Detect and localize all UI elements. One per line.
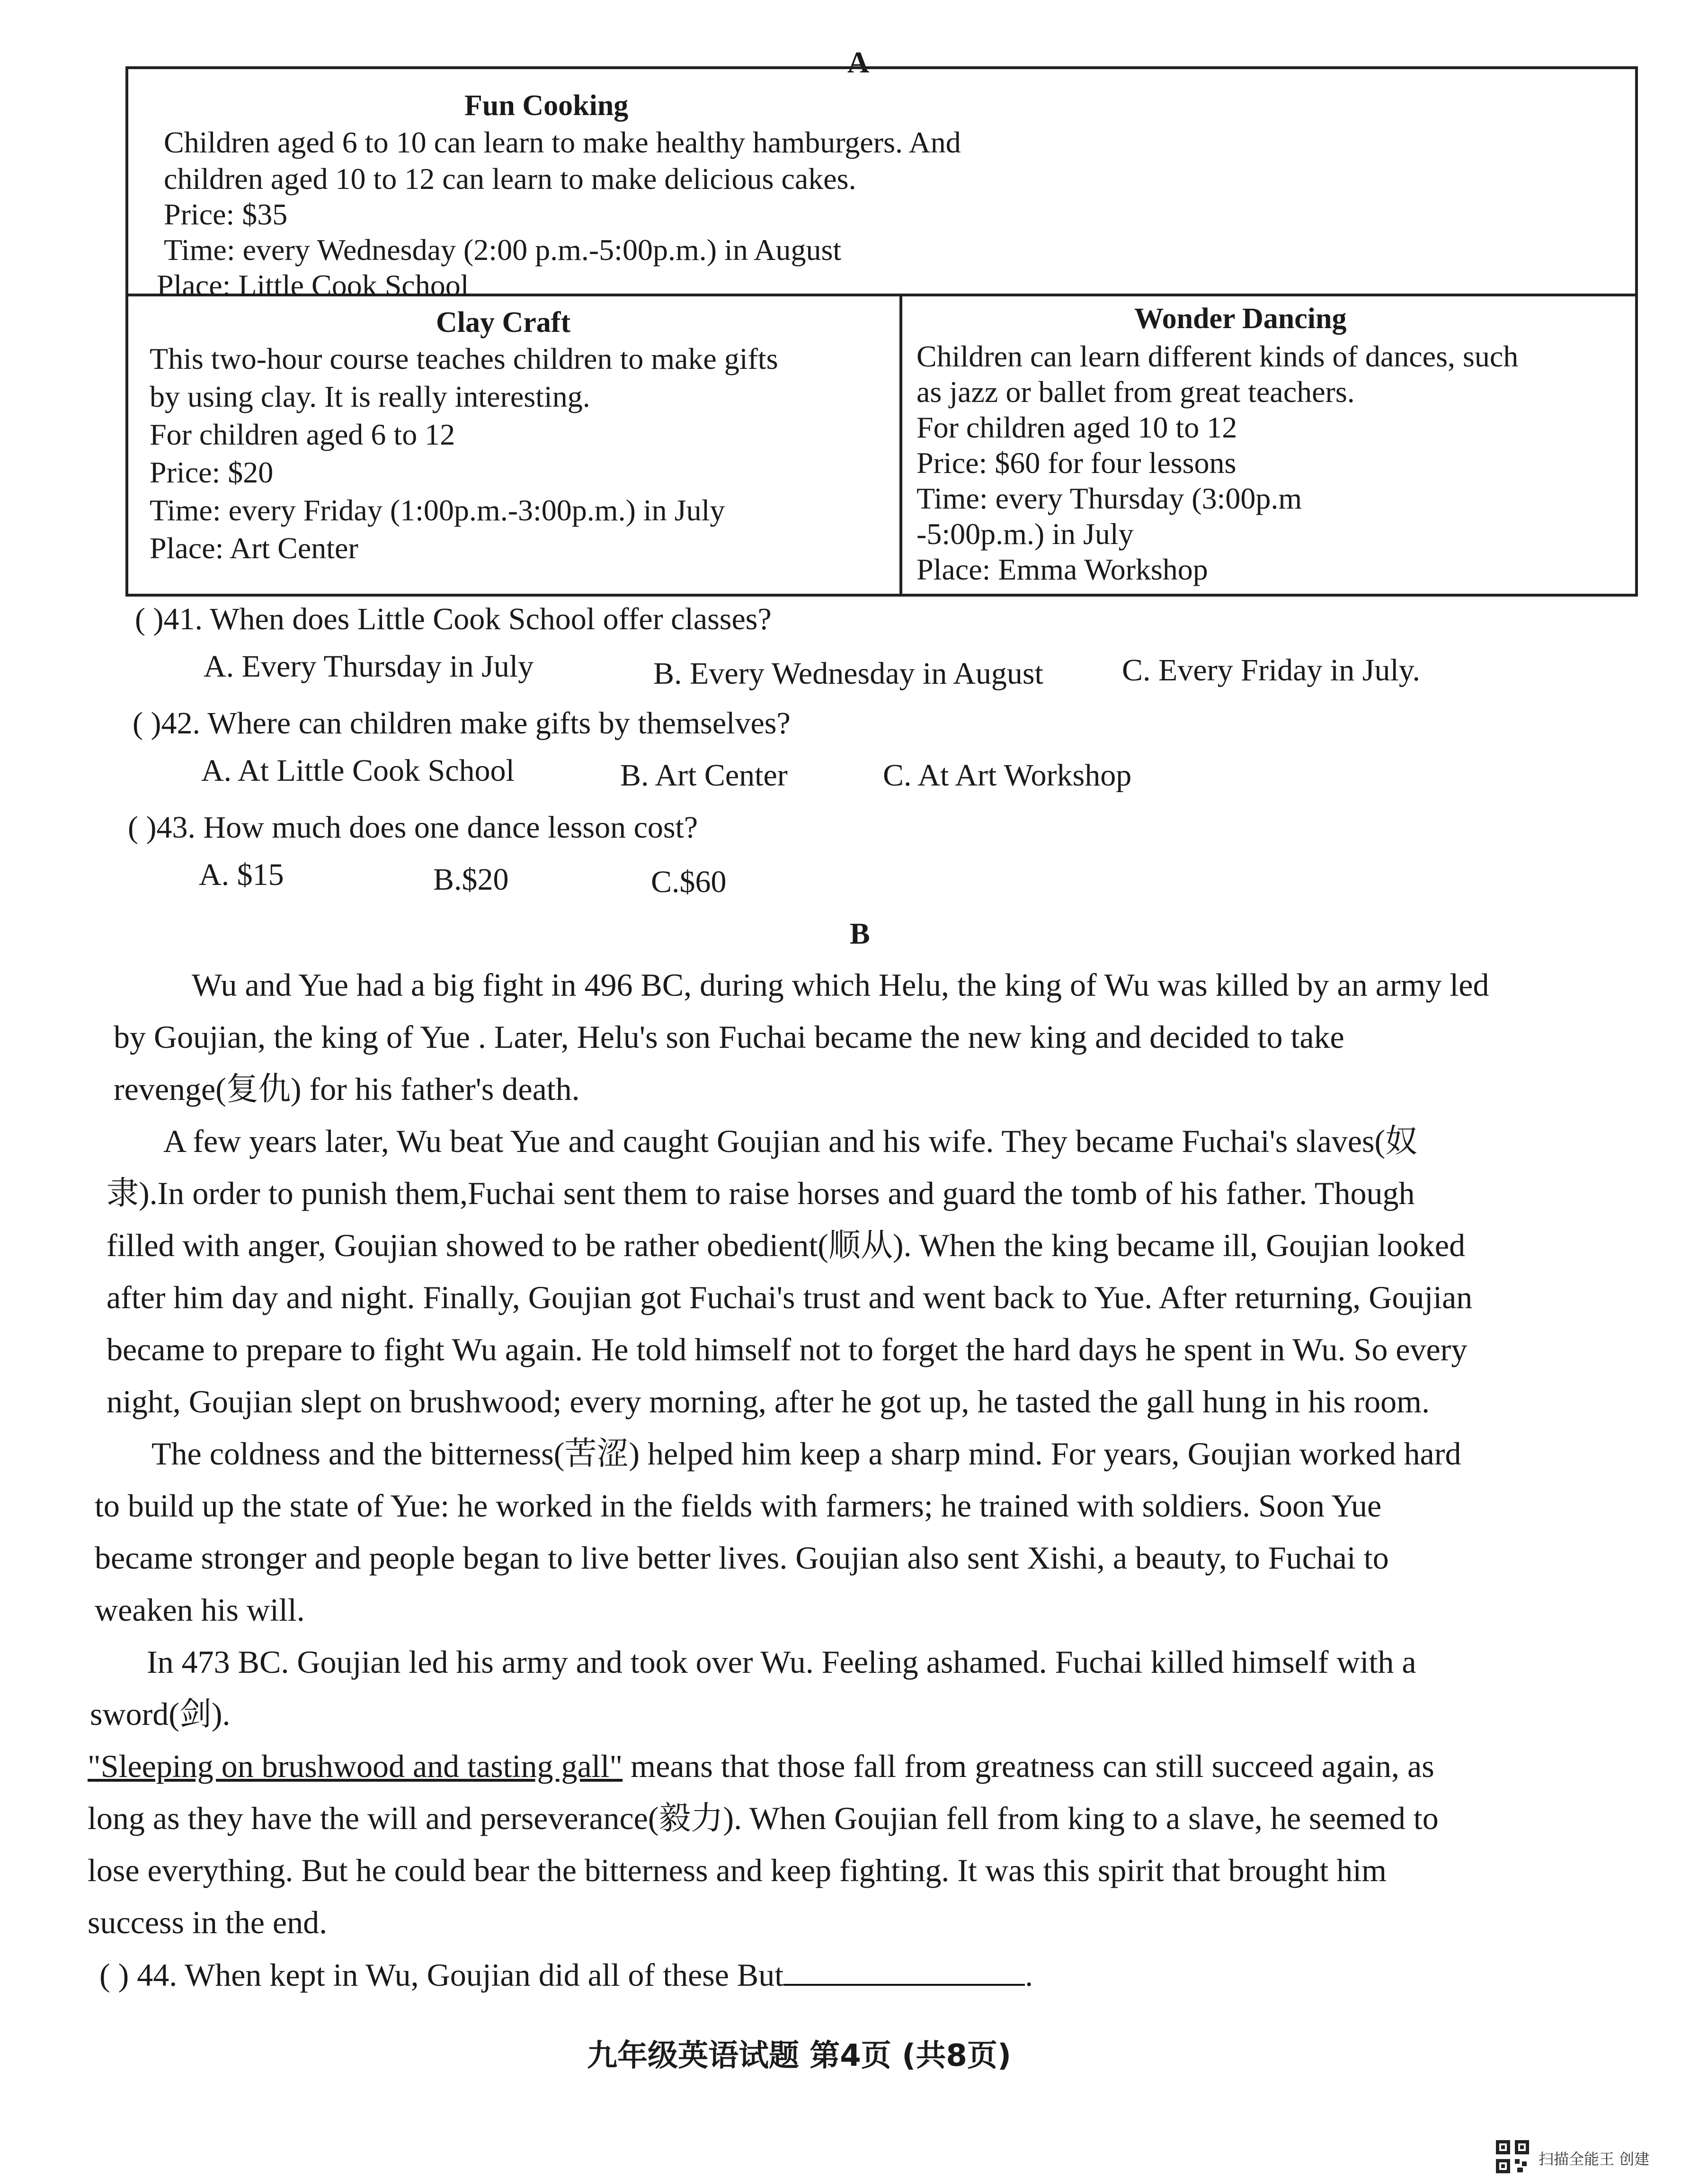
option-a: A. $15 [199, 857, 284, 892]
passage-line: A few years later, Wu beat Yue and caught Goujian and his wife. They became Fuchai's slaves(奴 [163, 1123, 1418, 1159]
question-43: ( )43. How much does one dance lesson cost? [128, 810, 698, 845]
passage-line: became stronger and people began to live better lives. Goujian also sent Xishi, a beauty, to Fuchai to [95, 1540, 1389, 1576]
clay-craft-line: by using clay. It is really interesting. [150, 380, 590, 413]
passage-line: became to prepare to fight Wu again. He told himself not to forget the hard days he spent in Wu. So every [107, 1331, 1468, 1367]
wonder-dancing-line: -5:00p.m.) in July [916, 517, 1134, 551]
passage-text: means that those fall from greatness can still succeed again, as [623, 1748, 1434, 1784]
passage-line: night, Goujian slept on brushwood; every morning, after he got up, he tasted the gall hung in his room. [107, 1384, 1430, 1419]
wonder-dancing-line: Time: every Thursday (3:00p.m [916, 482, 1302, 515]
question-44-end: . [1025, 1957, 1033, 1993]
passage-line: to build up the state of Yue: he worked in the fields with farmers; he trained with soldiers. Soon Yue [95, 1488, 1382, 1524]
fun-cooking-line: children aged 10 to 12 can learn to make delicious cakes. [164, 162, 856, 196]
fun-cooking-line: Place: Little Cook School [157, 268, 469, 302]
question-44 [99, 1955, 1033, 1994]
passage-paragraph [107, 1115, 1617, 1428]
fun-cooking-title: Fun Cooking [464, 89, 629, 122]
question-41: ( )41. When does Little Cook School offer classes? [135, 602, 772, 636]
option-c: C.$60 [651, 865, 727, 899]
passage-line: The coldness and the bitterness(苦涩) helped him keep a sharp mind. For years, Goujian worked hard [151, 1436, 1461, 1472]
passage-line: sword(剑). [90, 1696, 231, 1732]
passage-line: 隶).In order to punish them,Fuchai sent them to raise horses and guard the tomb of his father. Though [107, 1175, 1415, 1211]
option-c: C. At Art Workshop [883, 758, 1132, 793]
option-a: A. Every Thursday in July [204, 649, 534, 684]
fun-cooking-line: Children aged 6 to 10 can learn to make healthy hamburgers. And [164, 125, 961, 159]
section-a-label: A [847, 45, 870, 79]
wonder-dancing-line: as jazz or ballet from great teachers. [916, 375, 1355, 409]
fun-cooking-panel [128, 69, 1635, 302]
advert-box [125, 66, 1638, 597]
wonder-dancing-panel [902, 296, 1638, 597]
passage-line: long as they have the will and perseverance(毅力). When Goujian fell from king to a slave, he seemed to [88, 1800, 1439, 1836]
passage-line [88, 1740, 1650, 1792]
clay-craft-line: This two-hour course teaches children to make gifts [150, 342, 778, 375]
option-b: B.$20 [433, 862, 509, 897]
clay-craft-panel [128, 296, 902, 597]
page-footer: 九年级英语试题 第4页 (共8页) [587, 2038, 1012, 2073]
clay-craft-line: Price: $20 [150, 455, 274, 489]
passage-line: lose everything. But he could bear the bitterness and keep fighting. It was this spirit that brought him [88, 1852, 1387, 1888]
wonder-dancing-line: Price: $60 for four lessons [916, 446, 1237, 480]
passage-line: filled with anger, Goujian showed to be rather obedient(顺从). When the king became ill, Goujian looked [107, 1227, 1466, 1263]
question-44-text: ( ) 44. When kept in Wu, Goujian did all of these But [99, 1957, 784, 1993]
passage-paragraph [88, 1740, 1650, 1948]
passage-line: by Goujian, the king of Yue . Later, Helu's son Fuchai became the new king and decided to take [114, 1019, 1344, 1055]
clay-craft-title: Clay Craft [436, 306, 571, 339]
option-b: B. Art Center [620, 758, 788, 793]
wonder-dancing-line: Children can learn different kinds of dances, such [916, 339, 1519, 373]
question-42: ( )42. Where can children make gifts by themselves? [133, 706, 791, 741]
section-b-label: B [850, 917, 870, 950]
passage-paragraph [95, 1428, 1624, 1636]
clay-craft-line: For children aged 6 to 12 [150, 418, 455, 451]
scanner-watermark: 扫描全能王 创建 [1539, 2150, 1650, 2168]
idiom-underlined: "Sleeping on brushwood and tasting gall" [88, 1748, 623, 1784]
fun-cooking-line: Price: $35 [164, 197, 288, 231]
answer-blank[interactable] [783, 1955, 1025, 1986]
clay-craft-line: Place: Art Center [150, 531, 358, 565]
qr-code-icon [1496, 2140, 1529, 2173]
wonder-dancing-line: For children aged 10 to 12 [916, 411, 1237, 444]
passage-line: revenge(复仇) for his father's death. [114, 1071, 580, 1107]
option-a: A. At Little Cook School [201, 753, 515, 788]
passage-line: Wu and Yue had a big fight in 496 BC, during which Helu, the king of Wu was killed by an army led [192, 967, 1489, 1003]
passage-paragraph [90, 1636, 1633, 1740]
fun-cooking-line: Time: every Wednesday (2:00 p.m.-5:00p.m.) in August [164, 233, 842, 267]
wonder-dancing-title: Wonder Dancing [1134, 303, 1347, 335]
option-b: B. Every Wednesday in August [653, 656, 1043, 691]
passage-line: In 473 BC. Goujian led his army and took over Wu. Feeling ashamed. Fuchai killed himself with a [147, 1644, 1416, 1680]
passage-line: after him day and night. Finally, Goujian got Fuchai's trust and went back to Yue. After returning, Goujian [107, 1279, 1473, 1315]
passage-line: success in the end. [88, 1904, 328, 1940]
option-c: C. Every Friday in July. [1122, 653, 1420, 687]
passage-paragraph [114, 959, 1614, 1115]
wonder-dancing-line: Place: Emma Workshop [916, 553, 1208, 586]
clay-craft-line: Time: every Friday (1:00p.m.-3:00p.m.) in July [150, 493, 725, 527]
passage-line: weaken his will. [95, 1592, 305, 1628]
